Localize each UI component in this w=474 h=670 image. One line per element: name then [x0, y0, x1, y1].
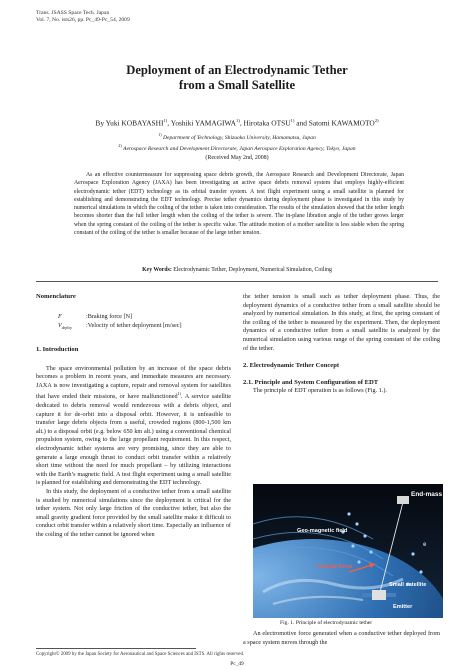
section-2-1-heading: 2.1. Principle and System Configuration of EDT	[243, 378, 379, 386]
right-column	[243, 293, 440, 396]
end-mass-icon	[397, 496, 409, 504]
author-1-affil: 1)	[163, 118, 168, 123]
nomenclature-item	[58, 321, 182, 333]
electron-label: e	[423, 542, 427, 548]
journal-header	[36, 10, 130, 24]
affiliation-1-text: Department of Technology, Shizuoka University, Hamamatsu, Japan	[161, 134, 316, 141]
affiliation-1	[0, 131, 474, 142]
author-3: , Hirotaka OTSU	[239, 118, 291, 128]
emitter-label: Emitter	[393, 604, 413, 610]
right-column-bottom	[243, 630, 440, 647]
affiliation-2	[0, 142, 474, 153]
lorentz-label: Lorentz force	[317, 564, 353, 570]
end-mass-label: End-mass	[411, 491, 443, 498]
section-divider	[36, 281, 438, 282]
author-2-affil: 1)	[236, 118, 240, 123]
author-list	[0, 116, 474, 127]
nomenclature-symbol-sub: deploy	[61, 326, 72, 331]
keywords-text: Electrodynamic Tether, Deployment, Numerical Simulation, Coiling	[171, 267, 332, 273]
right-paragraph-2: The principle of EDT operation is as follows (Fig. 1.).	[253, 387, 387, 395]
keywords-label: Key Words:	[142, 267, 172, 273]
author-1: By Yuki KOBAYASHI	[95, 118, 164, 128]
affiliation-2-text: Aerospace Research and Development Directorate, Japan Aerospace Exploration Agency, Tokyo, Japan	[121, 146, 356, 153]
author-4-affil: 2)	[374, 118, 379, 123]
nomenclature-list	[58, 312, 182, 333]
geomagnetic-label: Geo-magnetic field	[297, 528, 348, 534]
nomenclature-symbol-letter: V	[58, 322, 62, 329]
author-2: , Yoshiki YAMAGIWA	[167, 118, 237, 128]
solar-panel-icon	[386, 593, 396, 597]
author-4: and Satomi KAWAMOTO	[294, 118, 375, 128]
received-date: (Received May 2nd, 2008)	[205, 155, 269, 161]
journal-line-1: Trans. JSASS Space Tech. Japan	[36, 10, 110, 16]
page-number: Pc_49	[230, 661, 244, 667]
intro-p1-text: The space environmental pollution by an increase of the space debris becomes a problem in recent years, and immediate measures are necessary. JAXA is now investigating a capture, repair and removal system for satellites that have ended their missions, or have malfunctioned	[36, 364, 231, 401]
edt-illustration	[253, 484, 443, 618]
figure-1	[253, 484, 443, 618]
right-paragraph-3: An electromotive force generated when a conductive tether deployed from a space system moves through the	[243, 630, 440, 646]
abstract: As an effective countermeasure for suppressing space debris growth, the Aerospace Research and Development Directorate, Japan Aerospace Exploration Agency (JAXA) has been investigating an active space debris removal system that employs highly-efficient electrodynamic tether (EDT) technology as its orbital transfer system. A test flight experiment using a small satellite is planned for establishing and demonstrating the EDT technology. Precise tether dynamics during deployment phase is investigated in this study by numerical simulations in which the coiling of the tether is taken into consideration. The results of the simulation showed that the tether length becomes shorter than the full tether length when the coiling of the tether is severe. The in-plane libration angle of the tether grows larger when the spring constant of the coiling of the tether is specific value. The attitude motion of a mother satellite is less stable when the spring constant of the coiling of the tether is smaller because of the large tether tension.	[74, 172, 404, 236]
nomenclature-heading: Nomenclature	[36, 293, 76, 300]
solar-panel-icon	[362, 593, 372, 597]
journal-line-2: Vol. 7, No. ists26, pp. Pc_49-Pc_54, 2009	[36, 17, 130, 23]
affiliations	[0, 131, 474, 154]
nomenclature-desc: :Velocity of tether deployment [m/sec]	[86, 322, 182, 329]
nomenclature-symbol	[58, 321, 86, 333]
intro-paragraph-1	[36, 365, 231, 488]
nomenclature-desc: :Braking force [N]	[86, 313, 133, 320]
nomenclature-symbol: F	[58, 313, 62, 320]
affiliation-1-mark: 1)	[158, 132, 162, 137]
title-line-2: from a Small Satellite	[178, 78, 296, 92]
copyright-notice: Copyright© 2009 by the Japan Society for Aeronautical and Space Sciences and ISTS. All rights reserved.	[36, 652, 245, 657]
intro-p1-rest: . A service satellite dedicated to debris removal would rendezvous with a debris object, and capture it for de-orbit into a disposal orbit. However, it is unfeasible to transfer large debris objects from a useful, crowded regions (800-1,500 km alt.) to a disposal orbit (e.g. below 650 km alt.) using a conventional chemical propulsion system, owing to the large propellant requirement. In this respect, electrodynamic tether systems are very promising, since they are able to generate a large enough thrust to conduct orbit transfer within a relatively short time without the need for much propellant – by utilizing interactions with the Earth’s magnetic field. A test flight experiment using a small satellite is planned for establishing and demonstrating the EDT technology.	[36, 393, 231, 487]
footnote-divider	[36, 648, 196, 649]
introduction-section	[36, 346, 231, 540]
section-2-heading: 2. Electrodynamic Tether Concept	[243, 362, 340, 370]
small-satellite-label: Small satellite	[389, 582, 427, 588]
author-3-affil: 1)	[290, 118, 295, 123]
satellite-icon	[372, 590, 386, 600]
affiliation-2-mark: 2)	[118, 143, 122, 149]
intro-p1-ref: 1)	[177, 391, 181, 397]
intro-paragraph-2: In this study, the deployment of a conductive tether from a small satellite is studied by numerical simulations since the deployment is critical for the tether system. Not only large friction of the conductive tether, but also the small gravity gradient force provided by the small satellite make it difficult to conduct orbit transfer within a relatively short time. Especially an influence of the coiling of the tether cannot be ignored when	[36, 487, 231, 538]
keywords	[0, 267, 474, 274]
figure-1-caption: Fig. 1. Principle of electrodynamic tether	[280, 620, 373, 626]
title-line-1: Deployment of an Electrodynamic Tether	[126, 63, 348, 77]
left-column	[36, 293, 231, 302]
right-paragraph-1: the tether tension is small such as tether deployment phase. Thus, the deployment dynamics of a conductive tether from a small satellite should be analyzed by numerical simulation. In this study, at first, the spring constant of the coiling of the tether is measured by the experiment. Then, the deployment dynamics of a conductive tether from a small satellite is analyzed by the numerical simulation using various range of the spring constant of the coiling of the tether.	[243, 293, 440, 352]
paper-title	[0, 63, 474, 93]
introduction-heading: 1. Introduction	[36, 346, 79, 353]
nomenclature-item	[58, 312, 182, 321]
